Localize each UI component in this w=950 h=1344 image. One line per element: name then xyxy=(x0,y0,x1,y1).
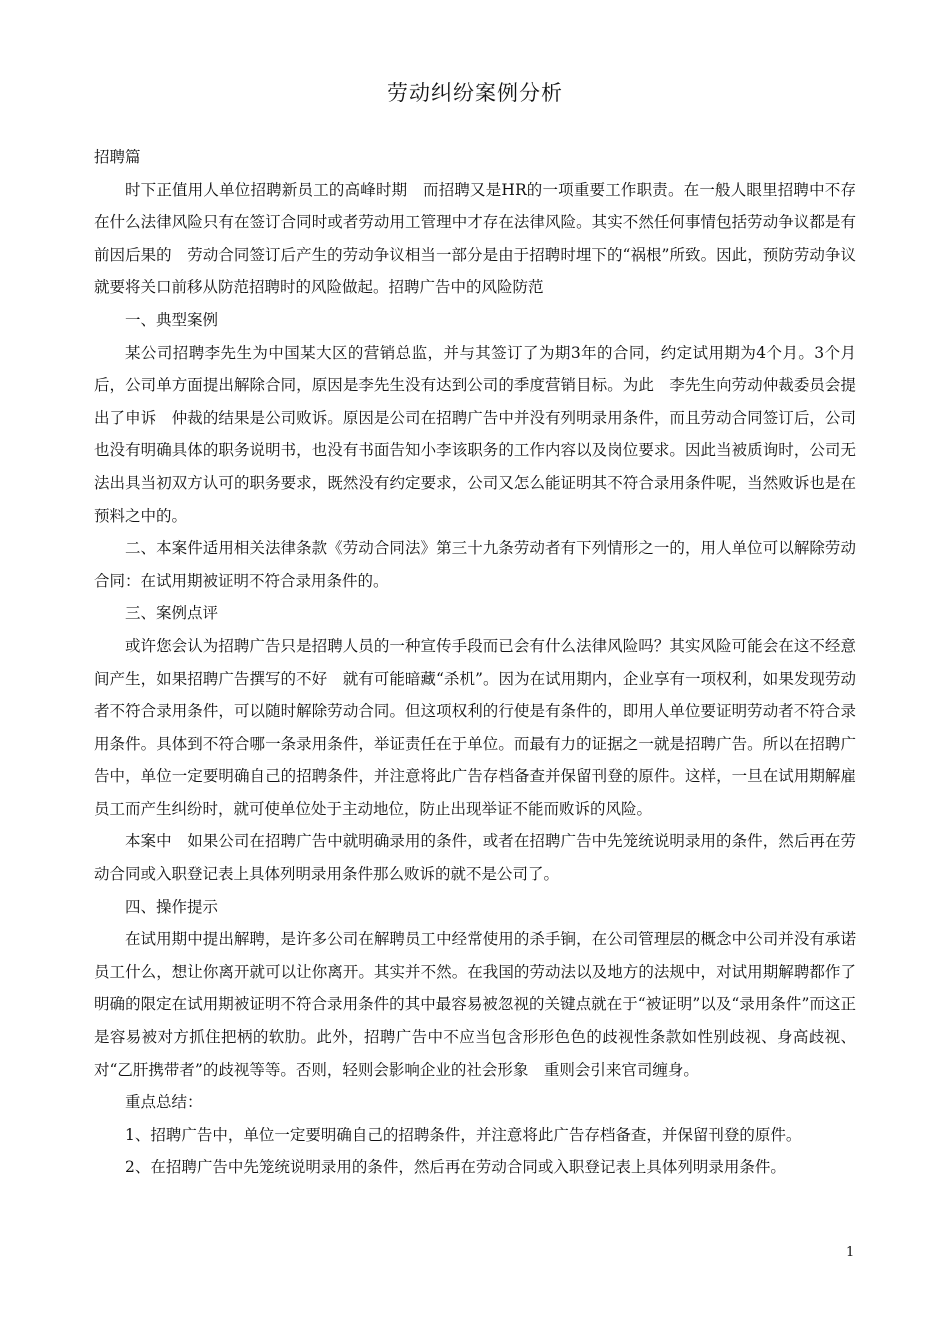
case-conclusion-paragraph: 本案中 如果公司在招聘广告中就明确录用的条件，或者在招聘广告中先笼统说明录用的条件，然后再在劳动合同或入职登记表上具体列明录用条件那么败诉的就不是公司了。 xyxy=(94,832,856,884)
section-heading-recruitment: 招聘篇 xyxy=(94,148,141,166)
comment-paragraph: 或许您会认为招聘广告只是招聘人员的一种宣传手段而已会有什么法律风险吗？其实风险可能会在这不经意间产生，如果招聘广告撰写的不好 就有可能暗藏“杀机”。因为在试用期内，企业享有一项权利，如果发现劳动者不符合录用条件，可以随时解除劳动合同。但这项权利的行使是有条件的，即用人单位要证明劳动者不符合录用条件。具体到不符合哪一条录用条件，举证责任在于单位。而最有力的证据之一就是招聘广告。所以在招聘广告中，单位一定要明确自己的招聘条件，并注意将此广告存档备查并保留刊登的原件。这样，一旦在试用期解雇员工而产生纠纷时，就可使单位处于主动地位，防止出现举证不能而败诉的风险。 xyxy=(94,636,856,818)
intro-paragraph: 时下正值用人单位招聘新员工的高峰时期 而招聘又是HR的一项重要工作职责。在一般人眼里招聘中不存在什么法律风险只有在签订合同时或者劳动用工管理中才存在法律风险。其实不然任何事情包括劳动争议都是有前因后果的 劳动合同签订后产生的劳动争议相当一部分是由于招聘时埋下的“祸根”所致。因此，预防劳动争议就要将关口前移从防范招聘时的风险做起。招聘广告中的风险防范 xyxy=(94,180,856,297)
tips-paragraph: 在试用期中提出解聘，是许多公司在解聘员工中经常使用的杀手锏，在公司管理层的概念中公司并没有承诺员工什么，想让你离开就可以让你离开。其实并不然。在我国的劳动法以及地方的法规中，对试用期解聘都作了明确的限定在试用期被证明不符合录用条件的其中最容易被忽视的关键点就在于“被证明”以及“录用条件”而这正是容易被对方抓住把柄的软肋。此外，招聘广告中不应当包含形形色色的歧视性条款如性别歧视、身高歧视、对“乙肝携带者”的歧视等等。否则，轻则会影响企业的社会形象 重则会引来官司缠身。 xyxy=(94,930,856,1079)
heading-typical-case: 一、典型案例 xyxy=(125,310,219,329)
page-number: 1 xyxy=(846,1245,855,1260)
document-body xyxy=(94,141,856,1184)
page-title: 劳动纠纷案例分析 xyxy=(387,81,563,105)
summary-item-2: 2、在招聘广告中先笼统说明录用的条件，然后再在劳动合同或入职登记表上具体列明录用条件。 xyxy=(125,1158,786,1177)
law-clause-paragraph: 二、本案件适用相关法律条款《劳动合同法》第三十九条劳动者有下列情形之一的，用人单位可以解除劳动合同：在试用期被证明不符合录用条件的。 xyxy=(94,539,856,590)
heading-case-comment: 三、案例点评 xyxy=(125,604,219,623)
heading-operation-tips: 四、操作提示 xyxy=(125,897,219,916)
heading-key-summary: 重点总结： xyxy=(125,1093,203,1112)
summary-item-1: 1、招聘广告中，单位一定要明确自己的招聘条件，并注意将此广告存档备查，并保留刊登的原件。 xyxy=(125,1125,802,1144)
case-paragraph: 某公司招聘李先生为中国某大区的营销总监，并与其签订了为期3年的合同，约定试用期为4个月。3个月后，公司单方面提出解除合同，原因是李先生没有达到公司的季度营销目标。为此 李先生向劳动仲裁委员会提出了申诉 仲裁的结果是公司败诉。原因是公司在招聘广告中并没有列明录用条件，而且劳动合同签订后，公司也没有明确具体的职务说明书，也没有书面告知小李该职务的工作内容以及岗位要求。因此当被质询时，公司无法出具当初双方认可的职务要求，既然没有约定要求，公司又怎么能证明其不符合录用条件呢，当然败诉也是在预料之中的。 xyxy=(94,343,856,525)
